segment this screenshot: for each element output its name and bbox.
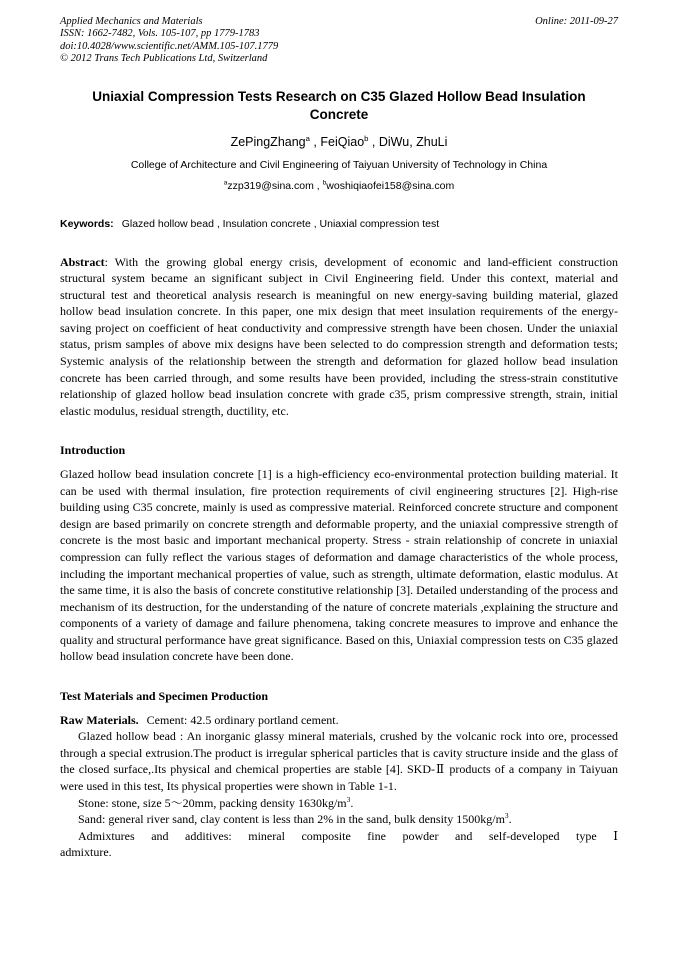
- issn-line: ISSN: 1662-7482, Vols. 105-107, pp 1779-1783: [60, 28, 260, 40]
- admixtures-line2: admixture.: [60, 845, 112, 860]
- emails-line: [60, 180, 618, 192]
- sand-paragraph: [60, 811, 618, 828]
- authors-line: [60, 135, 618, 149]
- journal-name: Applied Mechanics and Materials: [60, 16, 203, 27]
- abstract-paragraph: [60, 254, 618, 419]
- glazed-bead-paragraph: Glazed hollow bead : An inorganic glassy mineral materials, crushed by the volcanic rock into ore, processed through a special extrusion.The product is irregular spherical particles that is cavity structure inside and the glass of the closed surface,.Its physical and chemical properties are stable [4]. SKD-Ⅱ products of a company in Taiyuan were used in this test, Its physical properties were shown in Table 1-1.: [60, 729, 618, 793]
- author-affiliation-sup-a: a: [305, 133, 310, 143]
- email-sup-a: a: [223, 179, 228, 187]
- email-sup-b: b: [322, 179, 327, 187]
- email-address-2: woshiqiaofei158@sina.com: [326, 179, 455, 192]
- section-heading-materials: Test Materials and Specimen Production: [60, 688, 269, 703]
- keywords-text: Glazed hollow bead , Insulation concrete , Uniaxial compression test: [121, 217, 440, 230]
- raw-materials-label: Raw Materials.: [60, 712, 139, 727]
- author-affiliation-sup-b: b: [364, 133, 369, 143]
- superscript-3: 3: [504, 811, 509, 821]
- abstract-text: : With the growing global energy crisis, development of economic and land-efficient construction structural system became an significant subject in Civil Engineering field. Under this context, material and structural test and theoretical analysis research is meaningful on new energy-saving building material, glazed hollow bead insulation concrete. In this paper, one mix design that meet insulation requirements of the energy-saving project on coefficient of heat conductivity and compressive strength have been chosen. Under the uniaxial status, prism samples of above mix designs have been selected to do compression strength and deformation tests; Systemic analysis of the relationship between the strength and deformation for glazed hollow bead insulation concrete has been carried through, and some results have been provided, including the stress-strain constitutive relationship of glazed hollow bead insulation concrete with grade c35, prism compressive strength, strain, initial elastic modulus, residual strength, ductility, etc.: [60, 254, 618, 418]
- keywords-label: Keywords:: [60, 217, 114, 230]
- raw-materials-text: Cement: 42.5 ordinary portland cement.: [146, 712, 339, 727]
- superscript-3: 3: [346, 794, 351, 804]
- paper-title: Uniaxial Compression Tests Research on C35 Glazed Hollow Bead Insulation Concrete: [92, 88, 586, 123]
- abstract-label: Abstract: [60, 254, 105, 269]
- author-name-1: ZePingZhang: [230, 134, 306, 149]
- author-name-2: , FeiQiao: [309, 134, 365, 149]
- author-names-rest: , DiWu, ZhuLi: [368, 134, 448, 149]
- sand-period: .: [508, 812, 512, 827]
- sand-text: Sand: general river sand, clay content is less than 2% in the sand, bulk density 1500kg/m: [78, 812, 505, 827]
- journal-header-left: [60, 16, 278, 66]
- section-heading-introduction: Introduction: [60, 443, 126, 458]
- online-date: Online: 2011-09-27: [535, 16, 618, 27]
- keywords-line: [60, 218, 618, 230]
- admixtures-line1: Admixtures and additives: mineral composite fine powder and self-developed type Ⅰ: [78, 828, 618, 843]
- stone-paragraph: [60, 795, 618, 812]
- email-address-1: zzp319@sina.com ,: [227, 179, 323, 192]
- stone-text: Stone: stone, size 5～20mm, packing density 1630kg/m: [78, 795, 347, 810]
- raw-materials-paragraph: [60, 712, 618, 729]
- affiliation: College of Architecture and Civil Engineering of Taiyuan University of Technology in China: [130, 158, 548, 171]
- copyright-line: © 2012 Trans Tech Publications Ltd, Switzerland: [60, 53, 268, 65]
- doi-line: doi:10.4028/www.scientific.net/AMM.105-107.1779: [60, 40, 279, 52]
- introduction-paragraph: Glazed hollow bead insulation concrete [1] is a high-efficiency eco-environmental protection building material. It can be used with thermal insulation, fire protection requirements of civil engineering structures [2]. High-rise building using C35 concrete, mainly is used as compressive material. Reinforced concrete structure and component design are based primarily on concrete strength and deformable property, and the uniaxial compressive strength of concrete is the most basic and important mechanical property. Stress - strain relationship of concrete in uniaxial compression can fully reflect the various stages of deformation and damage characteristics of the whole process, including the important mechanical properties of value, such as strength, ultimate deformation, elastic modulus. At the same time, it is also the basis of concrete constitutive relationship [3]. Detailed understanding of the process and mechanism of its destruction, for the understanding of the nature of concrete materials ,explaining the structure and components of a variety of damage and failure phenomena, taking concrete measures to improve and enhance the quality and structural performance have great significance. Based on this, Uniaxial compression tests on C35 glazed hollow bead insulation concrete have been done.: [60, 467, 618, 664]
- admixtures-paragraph: [60, 828, 618, 861]
- journal-header: [60, 16, 618, 66]
- stone-period: .: [350, 795, 354, 810]
